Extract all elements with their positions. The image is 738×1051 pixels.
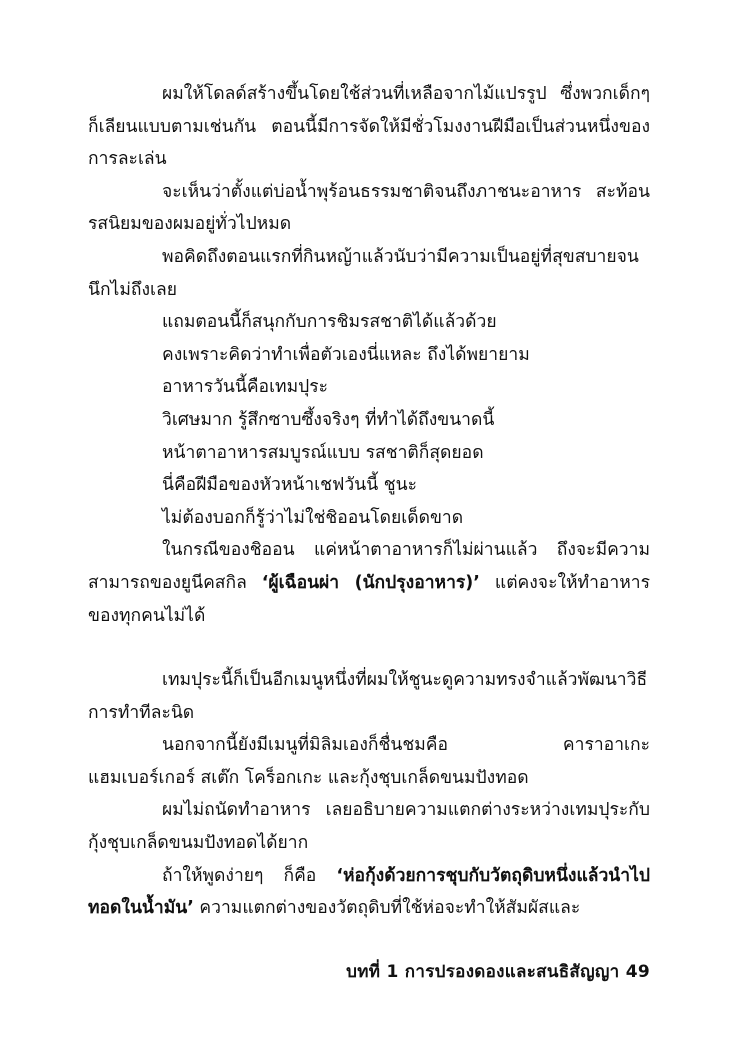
paragraph-13: นอกจากนี้ยังมีเมนูที่มิลิมเองก็ชื่นชมคือ คาราอาเกะ แฮมเบอร์เกอร์ สเต๊ก โคร็อกเกะ และกุ้งชุบเกล็ดขนมปังทอด (88, 735, 650, 788)
paragraph-4: แถมตอนนี้ก็สนุกกับการชิมรสชาติได้แล้วด้วย (162, 312, 497, 333)
page-footer: บทที่ 1 การปรองดองและสนธิสัญญา 49 (346, 962, 650, 982)
paragraph-8: หน้าตาอาหารสมบูรณ์แบบ รสชาติก็สุดยอด (162, 442, 484, 463)
paragraph-gap (88, 632, 650, 664)
paragraph-14: ผมไม่ถนัดทำอาหาร เลยอธิบายความแตกต่างระหว่างเทมปุระกับกุ้งชุบเกล็ดขนมปังทอดได้ยาก (88, 800, 650, 854)
body-text (88, 78, 650, 925)
paragraph-2: จะเห็นว่าตั้งแต่บ่อน้ำพุร้อนธรรมชาติจนถึงภาชนะอาหาร สะท้อนรสนิยมของผมอยู่ทั่วไปหมด (88, 181, 650, 235)
paragraph-15-text-a: ถ้าให้พูดง่ายๆ ก็คือ (162, 865, 337, 886)
paragraph-1: ผมให้โดลด์สร้างขึ้นโดยใช้ส่วนที่เหลือจากไม้แปรรูป ซึ่งพวกเด็กๆ ก็เลียนแบบตามเช่นกัน ตอนนี้มีการจัดให้มีชั่วโมงงานฝีมือเป็นส่วนหนึ่งของการละเล่น (88, 84, 650, 170)
paragraph-9: นี่คือฝีมือของหัวหน้าเชฟวันนี้ ชูนะ (162, 475, 417, 496)
paragraph-15 (88, 860, 650, 925)
paragraph-15-text-b: ความแตกต่างของวัตถุดิบที่ใช้ห่อจะทำให้สัมผัสและ (193, 898, 581, 919)
paragraph-5: คงเพราะคิดว่าทำเพื่อตัวเองนี่แหละ ถึงได้พยายาม (162, 344, 530, 365)
paragraph-10: ไม่ต้องบอกก็รู้ว่าไม่ใช่ชิออนโดยเด็ดขาด (162, 507, 464, 528)
paragraph-3: พอคิดถึงตอนแรกที่กินหญ้าแล้วนับว่ามีความเป็นอยู่ที่สุขสบายจนนึกไม่ถึงเลย (88, 246, 639, 300)
paragraph-12: เทมปุระนี้ก็เป็นอีกเมนูหนึ่งที่ผมให้ชูนะดูความทรงจำแล้วพัฒนาวิธีการทำทีละนิด (88, 670, 648, 723)
paragraph-11-text-a: ในกรณีของชิออน แค่หน้าตาอาหารก็ไม่ผ่านแล้ว ถึงจะมีความสามารถของยูนีคสกิล (88, 540, 650, 593)
paragraph-7: วิเศษมาก รู้สึกซาบซึ้งจริงๆ ที่ทำได้ถึงขนาดนี้ (162, 409, 495, 430)
tempura-definition: ‘ห่อกุ้งด้วยการชุบกับวัตถุดิบหนึ่งแล้วนำไปทอดในน้ำมัน’ (88, 865, 650, 919)
paragraph-6: อาหารวันนี้คือเทมปุระ (162, 377, 329, 398)
paragraph-11-text-b: แต่คงจะให้ทำอาหารของทุกคนไม่ได้ (88, 572, 651, 626)
paragraph-11 (88, 534, 650, 632)
unique-skill-name: ‘ผู้เฉือนผ่า (นักปรุงอาหาร)’ (261, 572, 480, 593)
